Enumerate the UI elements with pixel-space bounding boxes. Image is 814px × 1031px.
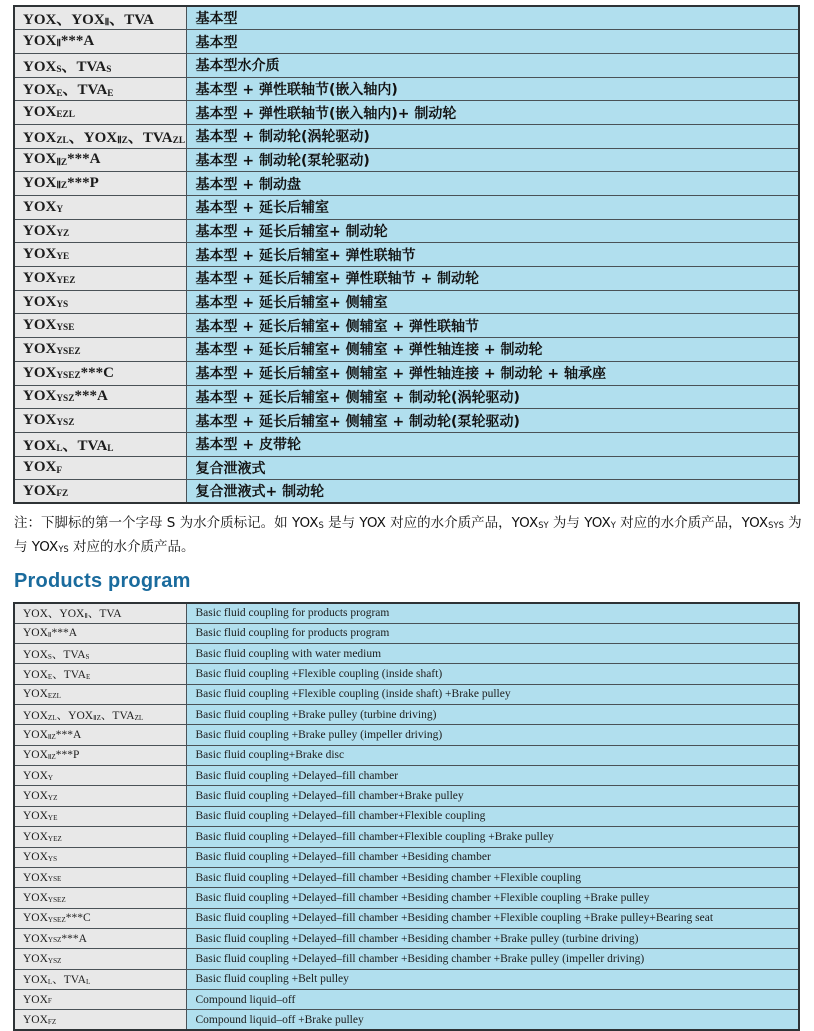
model-cell: $YOX_{YSE}$ xyxy=(14,867,186,887)
description-cell: 基本型 + 延长后辅室+ 制动轮 xyxy=(186,219,799,243)
model-cell: YOX、$YOX_Ⅱ$、TVA xyxy=(14,603,186,623)
table-row xyxy=(14,148,799,172)
table-row xyxy=(14,409,799,433)
table-row xyxy=(14,243,799,267)
table-row xyxy=(14,623,799,643)
description-cell: Basic fluid coupling +Delayed–fill chamber +Besiding chamber +Flexible coupling +Brake pulley xyxy=(186,888,799,908)
description-cell: Basic fluid coupling +Delayed–fill chamber +Besiding chamber xyxy=(186,847,799,867)
model-cell: $YOX_{YE}$ xyxy=(14,243,186,267)
table-row xyxy=(14,385,799,409)
table-row xyxy=(14,684,799,704)
table-row xyxy=(14,267,799,291)
description-cell: 基本型 + 制动轮(涡轮驱动) xyxy=(186,124,799,148)
table-row xyxy=(14,705,799,725)
table-row xyxy=(14,124,799,148)
description-cell: 基本型 + 延长后辅室+ 侧辅室 + 弹性轴连接 + 制动轮 xyxy=(186,338,799,362)
model-cell: $YOX_{YSEZ}$ xyxy=(14,338,186,362)
description-cell: 基本型 + 延长后辅室+ 侧辅室 + 制动轮(涡轮驱动) xyxy=(186,385,799,409)
description-cell: Basic fluid coupling +Belt pulley xyxy=(186,969,799,989)
model-cell: $YOX_{YSEZ}***C$ xyxy=(14,908,186,928)
table-row xyxy=(14,6,799,30)
description-cell: Compound liquid–off +Brake pulley xyxy=(186,1010,799,1030)
description-cell: 基本型 + 延长后辅室+ 侧辅室 + 弹性联轴节 xyxy=(186,314,799,338)
description-cell: Basic fluid coupling for products program xyxy=(186,623,799,643)
model-cell: $YOX_{YS}$ xyxy=(14,290,186,314)
description-cell: Basic fluid coupling for products program xyxy=(186,603,799,623)
description-cell: 基本型 + 制动盘 xyxy=(186,172,799,196)
description-cell: 复合泄液式+ 制动轮 xyxy=(186,480,799,504)
description-cell: Basic fluid coupling +Delayed–fill chamber xyxy=(186,766,799,786)
table-row xyxy=(14,101,799,125)
model-cell: $YOX_{YSE}$ xyxy=(14,314,186,338)
model-cell: $YOX_{EZL}$ xyxy=(14,684,186,704)
model-cell: $YOX_{ⅡZ}***A$ xyxy=(14,148,186,172)
model-cell: $YOX_L$、$TVA_L$ xyxy=(14,969,186,989)
table-row xyxy=(14,644,799,664)
model-cell: $YOX_{YZ}$ xyxy=(14,219,186,243)
description-cell: Basic fluid coupling +Brake pulley (impeller driving) xyxy=(186,725,799,745)
table-row xyxy=(14,172,799,196)
description-cell: Basic fluid coupling +Brake pulley (turbine driving) xyxy=(186,705,799,725)
description-cell: Basic fluid coupling +Delayed–fill chamber +Besiding chamber +Brake pulley (impeller driving) xyxy=(186,949,799,969)
model-cell: $YOX_F$ xyxy=(14,456,186,480)
table-row xyxy=(14,867,799,887)
model-cell: $YOX_{YSZ}$ xyxy=(14,949,186,969)
description-cell: 基本型水介质 xyxy=(186,53,799,77)
description-cell: 基本型 + 延长后辅室+ 侧辅室 + 制动轮(泵轮驱动) xyxy=(186,409,799,433)
model-cell: $YOX_E$、$TVA_E$ xyxy=(14,77,186,101)
model-cell: $YOX_{YE}$ xyxy=(14,806,186,826)
description-cell: Basic fluid coupling with water medium xyxy=(186,644,799,664)
model-cell: $YOX_{FZ}$ xyxy=(14,480,186,504)
description-cell: 基本型 + 制动轮(泵轮驱动) xyxy=(186,148,799,172)
model-cell: $YOX_{EZL}$ xyxy=(14,101,186,125)
table-row xyxy=(14,361,799,385)
model-cell: $YOX_Ⅱ***A$ xyxy=(14,623,186,643)
model-cell: $YOX_{YSEZ}$ xyxy=(14,888,186,908)
table-row xyxy=(14,928,799,948)
table-row xyxy=(14,766,799,786)
table-row xyxy=(14,847,799,867)
model-cell: $YOX_{ⅡZ}***P$ xyxy=(14,745,186,765)
catalog-page xyxy=(0,5,814,1029)
description-cell: 基本型 xyxy=(186,30,799,54)
model-cell: $YOX_{FZ}$ xyxy=(14,1010,186,1030)
products-program-table-en-body xyxy=(14,603,799,1030)
water-medium-note: 注：下脚标的第一个字母 S 为水介质标记。如 $YOX_S$ 是与 YOX 对应的水介质产品，$YOX_{SY}$ 为与 $YOX_Y$ 对应的水介质产品，$YOX_{SYS}$ 为与 $YOX_{YS}$ 对应的水介质产品。 xyxy=(14,515,802,555)
table-row xyxy=(14,196,799,220)
model-cell: $YOX_{YS}$ xyxy=(14,847,186,867)
table-row xyxy=(14,314,799,338)
model-cell: $YOX_{ZL}$、$YOX_{ⅡZ}$、$TVA_{ZL}$ xyxy=(14,124,186,148)
products-program-table-en xyxy=(13,602,800,1031)
model-cell: $YOX_Y$ xyxy=(14,196,186,220)
table-row xyxy=(14,338,799,362)
table-row xyxy=(14,827,799,847)
model-cell: $YOX_L$、$TVA_L$ xyxy=(14,432,186,456)
model-cell: $YOX_{YEZ}$ xyxy=(14,267,186,291)
description-cell: 基本型 + 弹性联轴节(嵌入轴内) xyxy=(186,77,799,101)
model-cell: $YOX_{YZ}$ xyxy=(14,786,186,806)
model-table-cn-body xyxy=(14,6,799,503)
model-cell: $YOX_S$、$TVA_S$ xyxy=(14,644,186,664)
model-table-cn xyxy=(13,5,800,504)
table-row xyxy=(14,219,799,243)
description-cell: Basic fluid coupling +Delayed–fill chamber+Brake pulley xyxy=(186,786,799,806)
table-row xyxy=(14,1010,799,1030)
description-cell: Basic fluid coupling +Delayed–fill chamber+Flexible coupling xyxy=(186,806,799,826)
table-row xyxy=(14,989,799,1009)
model-cell: $YOX_S$、$TVA_S$ xyxy=(14,53,186,77)
description-cell: 基本型 + 弹性联轴节(嵌入轴内)+ 制动轮 xyxy=(186,101,799,125)
table-row xyxy=(14,30,799,54)
description-cell: 基本型 + 延长后辅室+ 侧辅室 + 弹性轴连接 + 制动轮 + 轴承座 xyxy=(186,361,799,385)
description-cell: Basic fluid coupling +Delayed–fill chamber +Besiding chamber +Brake pulley (turbine driving) xyxy=(186,928,799,948)
model-cell: $YOX_{YEZ}$ xyxy=(14,827,186,847)
description-cell: 基本型 + 延长后辅室+ 侧辅室 xyxy=(186,290,799,314)
model-cell: $YOX_Y$ xyxy=(14,766,186,786)
description-cell: Basic fluid coupling +Flexible coupling (inside shaft) xyxy=(186,664,799,684)
description-cell: Basic fluid coupling +Flexible coupling (inside shaft) +Brake pulley xyxy=(186,684,799,704)
description-cell: 基本型 + 延长后辅室+ 弹性联轴节 + 制动轮 xyxy=(186,267,799,291)
table-row xyxy=(14,480,799,504)
model-cell: $YOX_{ⅡZ}***A$ xyxy=(14,725,186,745)
description-cell: Basic fluid coupling+Brake disc xyxy=(186,745,799,765)
table-row xyxy=(14,53,799,77)
table-row xyxy=(14,908,799,928)
table-row xyxy=(14,290,799,314)
table-row xyxy=(14,432,799,456)
description-cell: 复合泄液式 xyxy=(186,456,799,480)
model-cell: $YOX_F$ xyxy=(14,989,186,1009)
model-cell: $YOX_{YSZ}$ xyxy=(14,409,186,433)
model-cell: YOX、$YOX_Ⅱ$、TVA xyxy=(14,6,186,30)
description-cell: 基本型 + 延长后辅室+ 弹性联轴节 xyxy=(186,243,799,267)
model-cell: $YOX_{ⅡZ}***P$ xyxy=(14,172,186,196)
table-row xyxy=(14,969,799,989)
description-cell: Basic fluid coupling +Delayed–fill chamber+Flexible coupling +Brake pulley xyxy=(186,827,799,847)
table-row xyxy=(14,806,799,826)
table-row xyxy=(14,77,799,101)
model-cell: $YOX_Ⅱ***A$ xyxy=(14,30,186,54)
table-row xyxy=(14,949,799,969)
description-cell: Compound liquid–off xyxy=(186,989,799,1009)
description-cell: Basic fluid coupling +Delayed–fill chamber +Besiding chamber +Flexible coupling xyxy=(186,867,799,887)
model-cell: $YOX_{YSEZ}***C$ xyxy=(14,361,186,385)
table-row xyxy=(14,745,799,765)
description-cell: 基本型 + 皮带轮 xyxy=(186,432,799,456)
table-row xyxy=(14,456,799,480)
model-cell: $YOX_{YSZ}***A$ xyxy=(14,385,186,409)
description-cell: 基本型 xyxy=(186,6,799,30)
model-cell: $YOX_{YSZ}***A$ xyxy=(14,928,186,948)
description-cell: 基本型 + 延长后辅室 xyxy=(186,196,799,220)
table-row xyxy=(14,725,799,745)
table-row xyxy=(14,664,799,684)
section-heading: Products program xyxy=(14,569,191,592)
table-row xyxy=(14,888,799,908)
model-cell: $YOX_{ZL}$、$YOX_{ⅡZ}$、$TVA_{ZL}$ xyxy=(14,705,186,725)
table-row xyxy=(14,603,799,623)
description-cell: Basic fluid coupling +Delayed–fill chamber +Besiding chamber +Flexible coupling +Brake pulley+Bearing seat xyxy=(186,908,799,928)
model-cell: $YOX_E$、$TVA_E$ xyxy=(14,664,186,684)
table-row xyxy=(14,786,799,806)
